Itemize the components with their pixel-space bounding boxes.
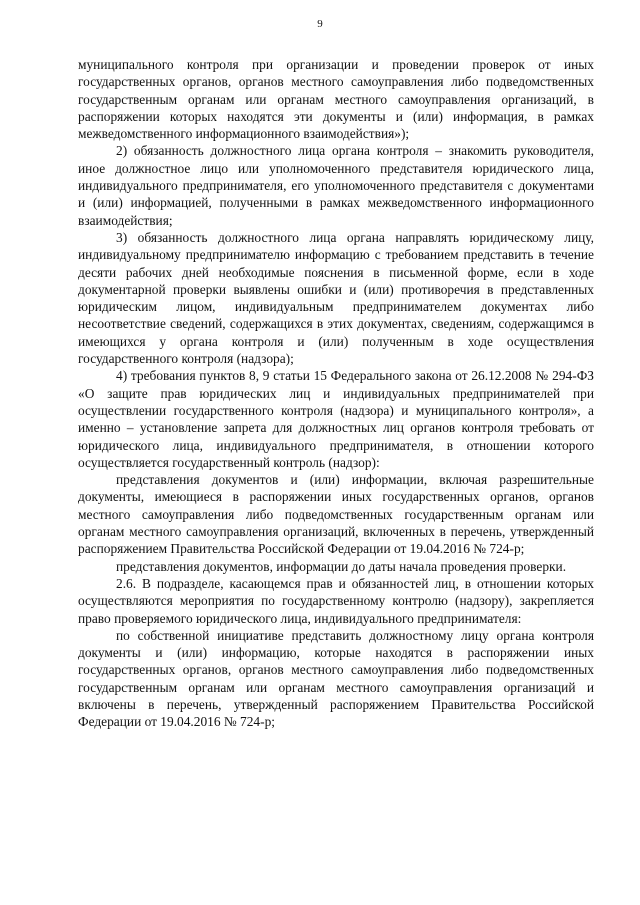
paragraph-prohibition-1: представления документов и (или) информации, включая разрешительные документы, имеющиеся в распоряжении иных государственных органов, органов местного самоуправления либо подведомственных государственным органам или органам местного самоуправления организаций, включенных в перечень, утвержденный распоряжением Правительства Российской Федерации от 19.04.2016 № 724-р; [78, 472, 594, 557]
paragraph-item-4: 4) требования пунктов 8, 9 статьи 15 Федерального закона от 26.12.2008 № 294-ФЗ «О защите прав юридических лиц и индивидуальных предпринимателей при осуществлении государственного контроля (надзора) и муниципального контроля», а именно – установление запрета для должностных лиц органов контроля требовать от юридического лица, индивидуального предпринимателя, в отношении которого осуществляется государственный контроль (надзор): [78, 368, 594, 470]
paragraph-item-3: 3) обязанность должностного лица органа направлять юридическому лицу, индивидуальному предпринимателю информацию с требованием представить в течение десяти рабочих дней необходимые пояснения в письменной форме, если в ходе документарной проверки выявлены ошибки и (или) противоречия в представленных юридическим лицом, индивидуальным предпринимателем документах либо несоответствие сведений, содержащихся в этих документах, сведениям, содержащимся в имеющихся у органа контроля и (или) полученным в ходе осуществления государственного контроля (надзора); [78, 229, 594, 367]
document-body [78, 56, 594, 731]
page-number: 9 [317, 18, 323, 30]
paragraph-right-1: по собственной инициативе представить должностному лицу органа контроля документы и (или) информацию, которые находятся в распоряжении иных государственных органов, органов местного самоуправления либо подведомственных государственным органам или органам местного самоуправления организаций и включены в перечень, утвержденный распоряжением Правительства Российской Федерации от 19.04.2016 № 724-р; [78, 627, 594, 730]
paragraph-section-2-6: 2.6. В подразделе, касающемся прав и обязанностей лиц, в отношении которых осуществляются мероприятия по государственному контролю (надзору), закрепляется право проверяемого юридического лица, индивидуального предпринимателя: [78, 575, 594, 626]
paragraph-prohibition-2: представления документов, информации до даты начала проведения проверки. [116, 558, 567, 574]
paragraph-item-2: 2) обязанность должностного лица органа контроля – знакомить руководителя, иное должностное лицо или уполномоченного представителя юридического лица, индивидуального предпринимателя, его уполномоченного представителя с документами и (или) информацией, полученными в рамках межведомственного информационного взаимодействия; [78, 143, 594, 228]
paragraph-continuation: муниципального контроля при организации и проведении проверок от иных государственных органов, органов местного самоуправления либо подведомственных государственным органам или органам местного самоуправления организаций, в распоряжении которых находятся эти документы и (или) информация, в рамках межведомственного информационного взаимодействия»); [78, 57, 594, 142]
